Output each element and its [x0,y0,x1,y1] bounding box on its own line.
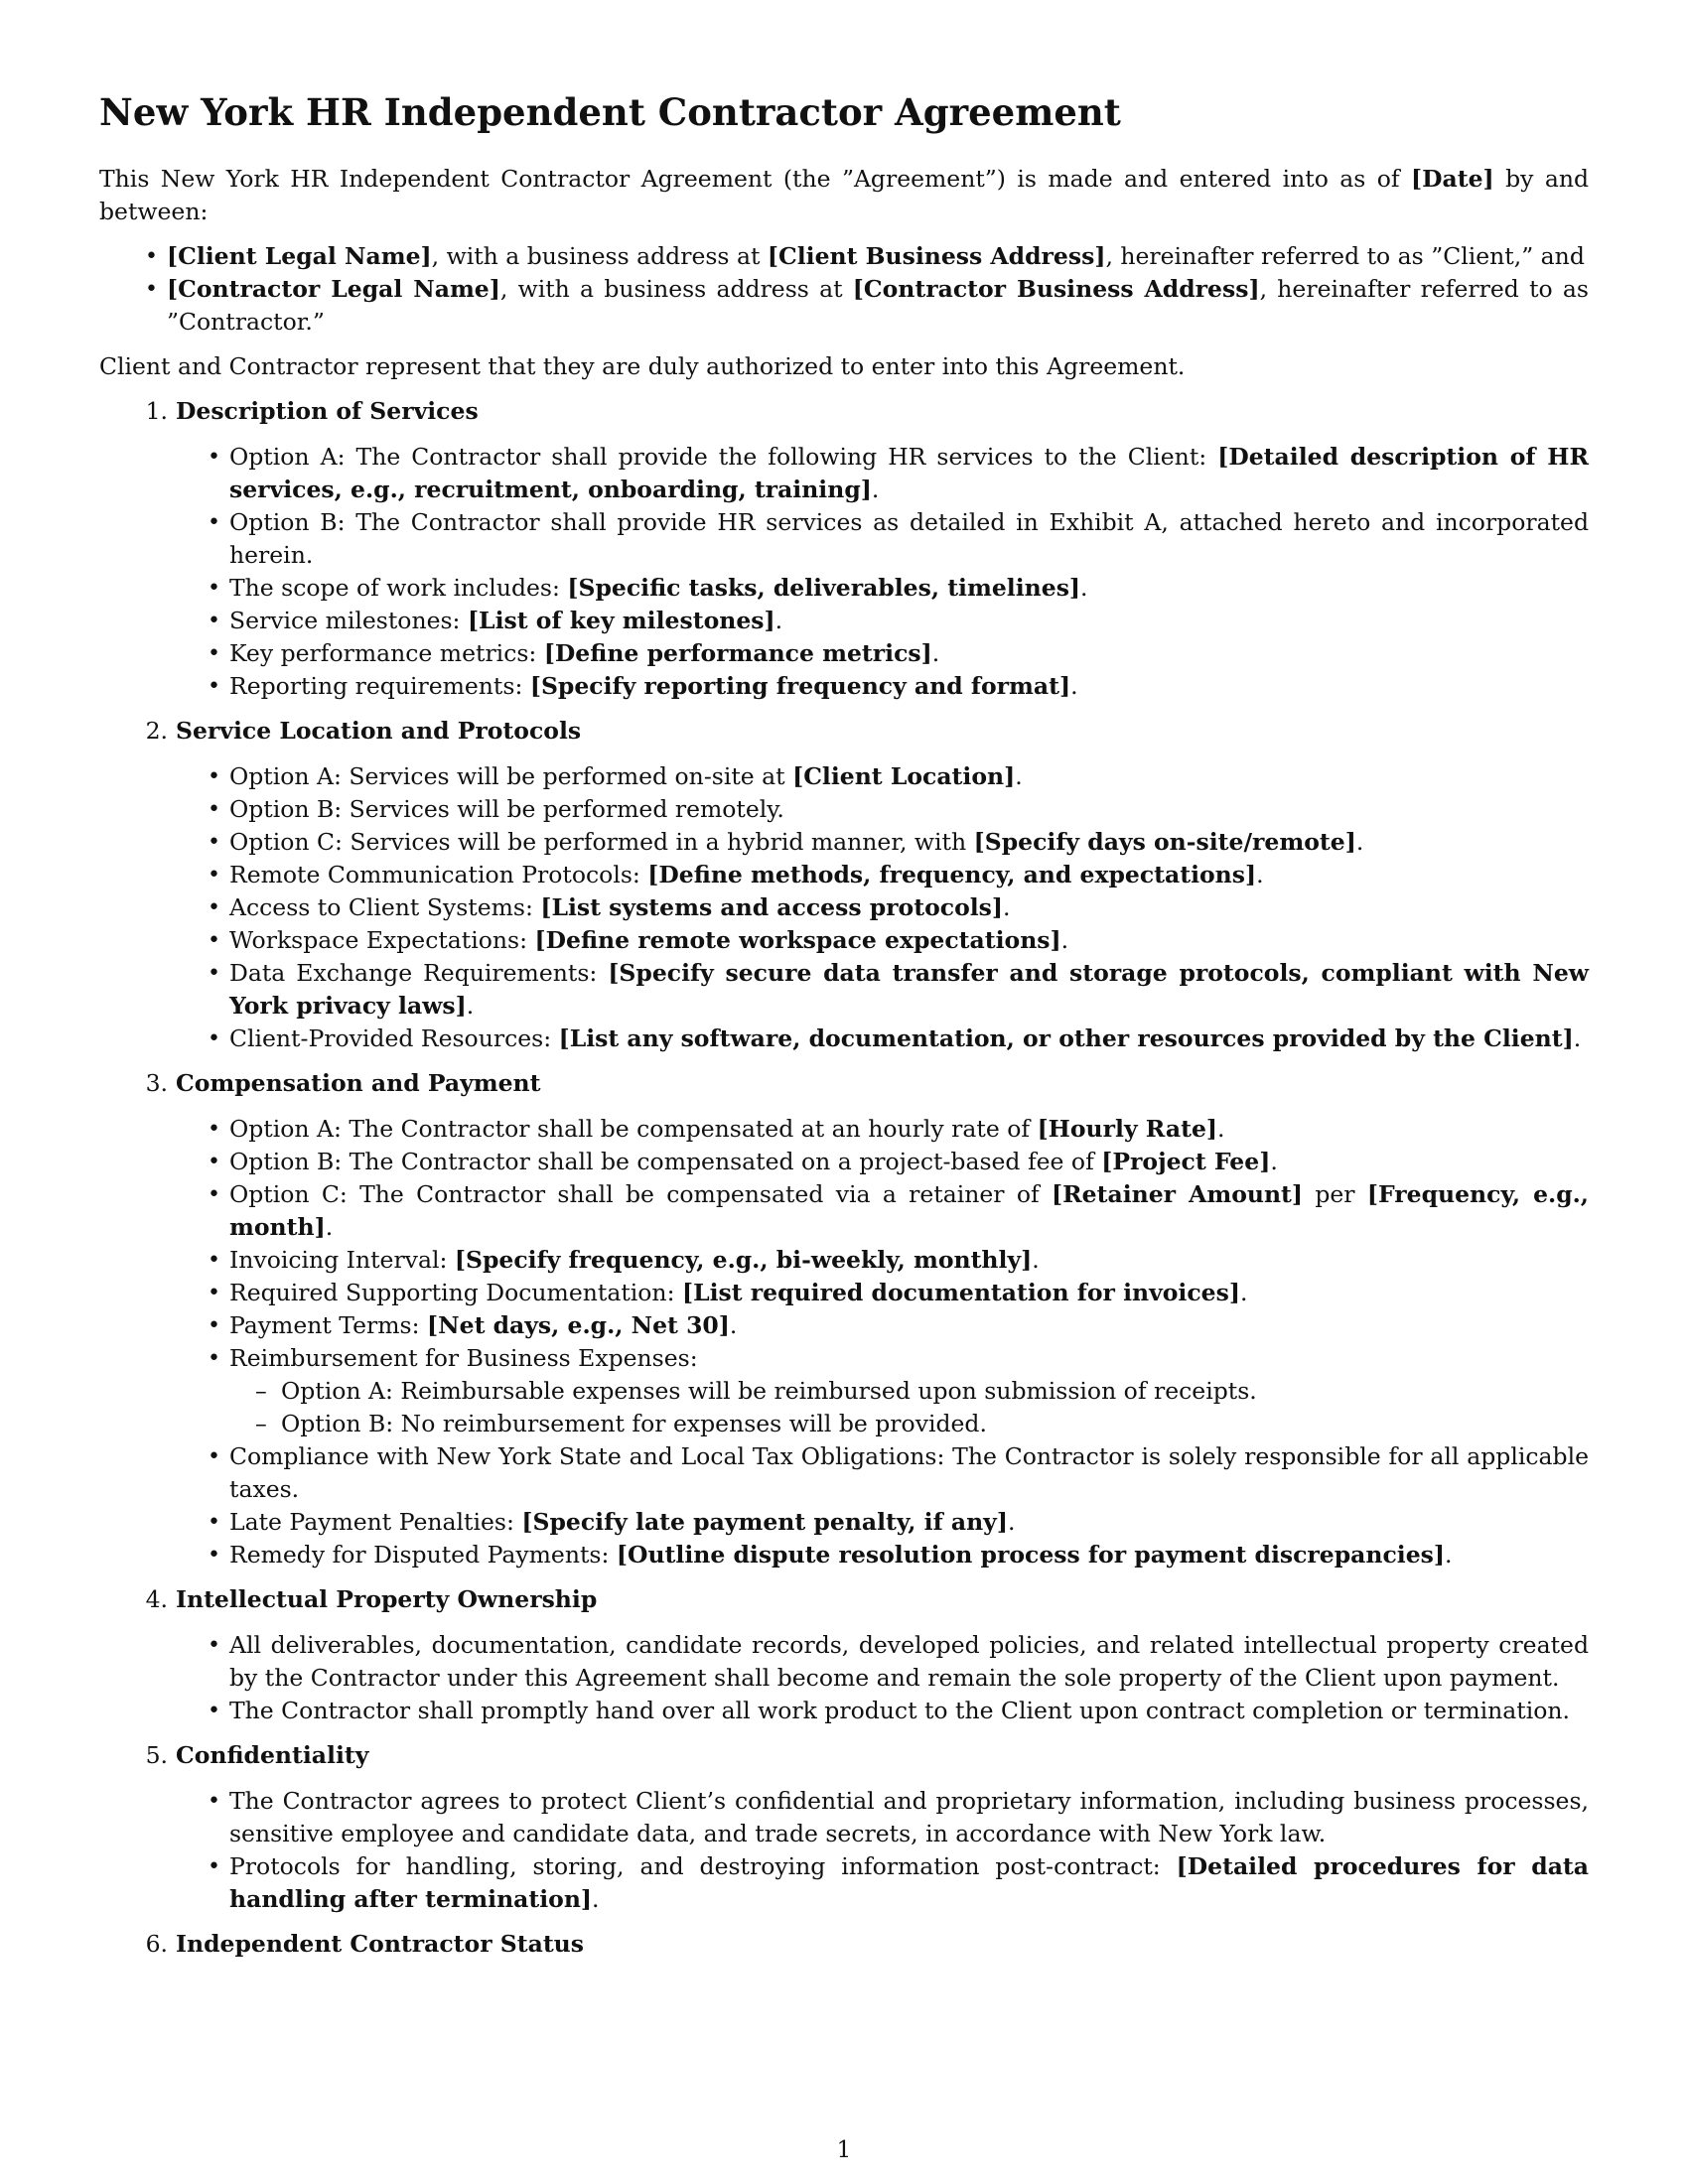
section-3 [99,1067,1589,1571]
list-item: • Remedy for Disputed Payments: [Outline dispute resolution process for payment discrepancies]. [229,1539,1589,1571]
section-6 [99,1928,1589,1961]
list-item: • Remote Communication Protocols: [Define methods, frequency, and expectations]. [229,859,1589,891]
document-page [99,85,1589,1973]
section-title: Confidentiality [176,1741,369,1769]
list-item: • Option C: Services will be performed in a hybrid manner, with [Specify days on-site/remote]. [229,826,1589,859]
list-item: • Workspace Expectations: [Define remote workspace expectations]. [229,924,1589,957]
list-item: • Option A: The Contractor shall provide the following HR services to the Client: [Detailed description of HR services, e.g., recruitment, onboarding, training]. [229,441,1589,506]
section-heading [99,395,1589,428]
section-5 [99,1739,1589,1916]
section-title: Service Location and Protocols [176,717,582,745]
list-item: • Option B: The Contractor shall provide HR services as detailed in Exhibit A, attached hereto and incorporated herein. [229,506,1589,572]
list-item: • The Contractor agrees to protect Client’s confidential and proprietary information, including business processes, sensitive employee and candidate data, and trade secrets, in accordance with New York law. [229,1785,1589,1850]
intro-paragraph: This New York HR Independent Contractor Agreement (the ”Agreement”) is made and entered into as of [Date] by and between: [99,165,1590,225]
section-items [99,1113,1589,1571]
list-item: • Late Payment Penalties: [Specify late payment penalty, if any]. [229,1506,1589,1539]
list-item: • Reporting requirements: [Specify reporting frequency and format]. [229,670,1589,703]
section-number: 1. [145,397,168,425]
section-number: 5. [145,1741,168,1769]
section-items [99,1629,1589,1727]
section-2 [99,715,1589,1055]
sections-list [99,395,1589,1961]
sub-list-item: – Option A: Reimbursable expenses will be reimbursed upon submission of receipts. [281,1375,1589,1408]
list-item: • The Contractor shall promptly hand over all work product to the Client upon contract completion or termination. [229,1695,1589,1727]
section-number: 2. [145,717,168,745]
party-contractor: • [Contractor Legal Name], with a business address at [Contractor Business Address], hereinafter referred to as ”Contractor.” [167,273,1589,339]
section-heading [99,715,1589,748]
date-placeholder: [Date] [1411,165,1494,193]
list-item: • Option A: The Contractor shall be compensated at an hourly rate of [Hourly Rate]. [229,1113,1589,1146]
section-items [99,760,1589,1055]
list-item: • Required Supporting Documentation: [List required documentation for invoices]. [229,1277,1589,1309]
list-item: • Access to Client Systems: [List systems and access protocols]. [229,891,1589,924]
list-item: • Compliance with New York State and Local Tax Obligations: The Contractor is solely responsible for all applicable taxes. [229,1440,1589,1506]
sub-list [229,1375,1589,1440]
section-title: Independent Contractor Status [176,1930,584,1958]
page-number: 1 [836,2137,852,2163]
section-1 [99,395,1589,703]
section-4 [99,1583,1589,1727]
section-title: Compensation and Payment [176,1069,541,1097]
sub-list-item: – Option B: No reimbursement for expenses will be provided. [281,1408,1589,1440]
list-item: • The scope of work includes: [Specific tasks, deliverables, timelines]. [229,572,1589,605]
section-title: Intellectual Property Ownership [176,1585,598,1613]
list-item: • Invoicing Interval: [Specify frequency, e.g., bi-weekly, monthly]. [229,1244,1589,1277]
section-heading [99,1928,1589,1961]
section-items [99,1785,1589,1916]
section-number: 6. [145,1930,168,1958]
section-heading [99,1583,1589,1616]
list-item: • Reimbursement for Business Expenses: – Option A: Reimbursable expenses will be reimbursed upon submission of receipts. – Option B: No reimbursement for expenses will be provided. [229,1342,1589,1440]
section-number: 4. [145,1585,168,1613]
list-item: • Option A: Services will be performed on-site at [Client Location]. [229,760,1589,793]
list-item: • Payment Terms: [Net days, e.g., Net 30]. [229,1309,1589,1342]
section-heading [99,1739,1589,1772]
section-heading [99,1067,1589,1100]
section-items [99,441,1589,703]
document-title: New York HR Independent Contractor Agreement [99,90,1121,134]
list-item: • All deliverables, documentation, candidate records, developed policies, and related intellectual property created by the Contractor under this Agreement shall become and remain the sole property of the Client upon payment. [229,1629,1589,1695]
section-number: 3. [145,1069,168,1097]
section-title: Description of Services [176,397,479,425]
list-item: • Option B: Services will be performed remotely. [229,793,1589,826]
parties-list [99,240,1589,339]
list-item: • Service milestones: [List of key milestones]. [229,605,1589,637]
list-item: • Protocols for handling, storing, and destroying information post-contract: [Detailed procedures for data handling after termination]. [229,1850,1589,1916]
list-item: • Key performance metrics: [Define performance metrics]. [229,637,1589,670]
authorization-paragraph: Client and Contractor represent that they are duly authorized to enter into this Agreement. [99,352,1186,380]
list-item: • Option B: The Contractor shall be compensated on a project-based fee of [Project Fee]. [229,1146,1589,1178]
list-item: • Client-Provided Resources: [List any software, documentation, or other resources provided by the Client]. [229,1023,1589,1055]
party-client: • [Client Legal Name], with a business address at [Client Business Address], hereinafter referred to as ”Client,” and [167,240,1589,273]
list-item: • Option C: The Contractor shall be compensated via a retainer of [Retainer Amount] per [Frequency, e.g., month]. [229,1178,1589,1244]
list-item: • Data Exchange Requirements: [Specify secure data transfer and storage protocols, compliant with New York privacy laws]. [229,957,1589,1023]
